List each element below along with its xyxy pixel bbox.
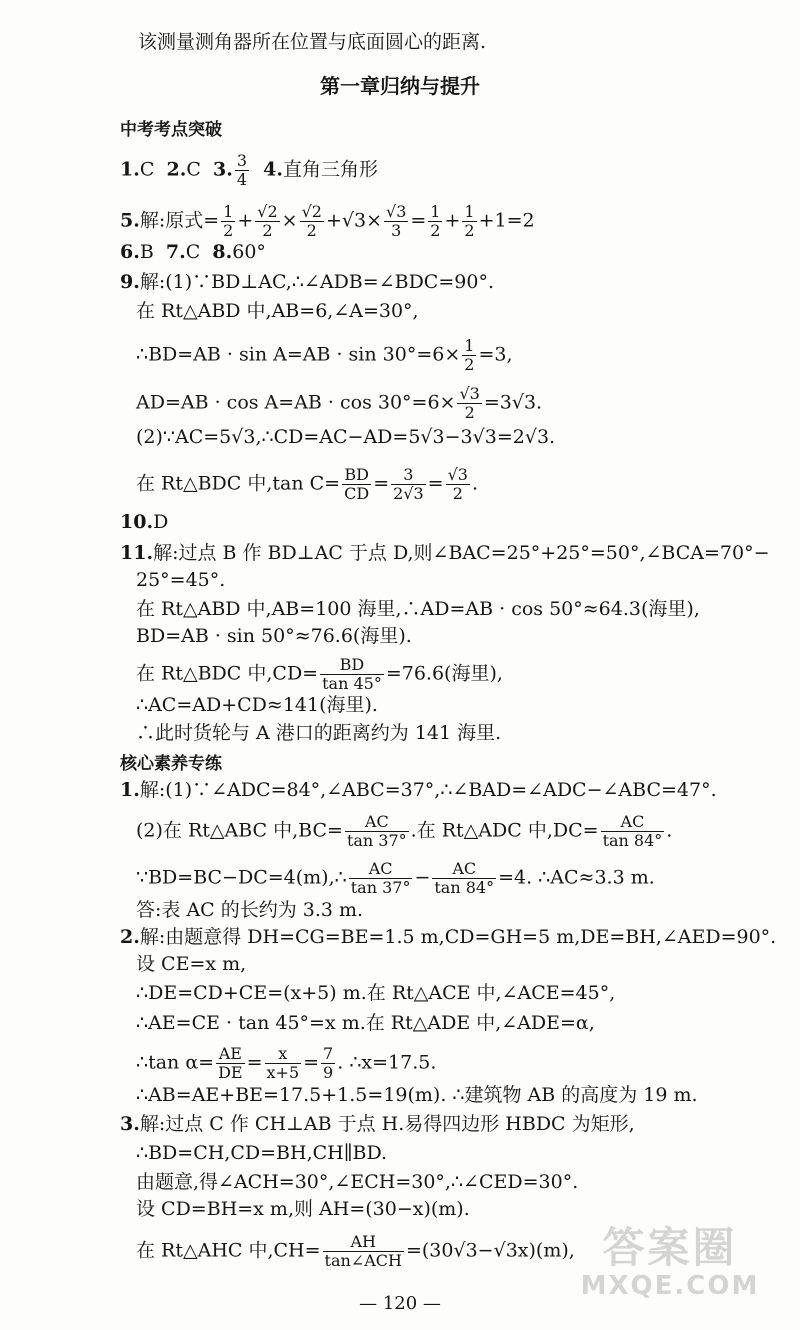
answer-9-line-3: ∴BD=AB · sin A=AB · sin 30°=6× $\frac{1}{2}$ =3,: [136, 336, 513, 374]
fraction: $\frac{3}{4}$: [236, 151, 247, 189]
answer-line-6-8: 6.B 7.C 8.60°: [120, 241, 266, 263]
core-3-line-3: 由题意,得∠ACH=30°,∠ECH=30°,∴∠CED=30°.: [136, 1171, 579, 1193]
answer-line-10: 10.D: [120, 511, 169, 533]
fraction: $\frac{x}{x+5}$: [266, 1044, 300, 1082]
page-number: — 120 —: [359, 1293, 441, 1314]
core-2-line-1: 2.解:由题意得 DH=CG=BE=1.5 m,CD=GH=5 m,DE=BH,∠AED=90°.: [120, 926, 777, 948]
answer-11-line-3: 在 Rt△ABD 中,AB=100 海里,∴AD=AB · cos 50°≈64.3(海里),: [136, 598, 700, 620]
answer-9-line-4: AD=AB · cos A=AB · cos 30°=6× $\frac{√3}{2}$ =3√3.: [136, 384, 543, 422]
fraction: $\frac{√3}{2}$: [447, 465, 468, 503]
fraction: $\frac{AC}{\tan 37^\circ}$: [350, 859, 411, 897]
answer-line-5: 5.解:原式= $\frac{1}{2}$ + $\frac{√2}{2}$ × $\frac{√2}{2}$ +√3× $\frac{√3}{3}$ = $\frac{1}{2}$ + $\frac{1}{2}$ +1=2: [120, 202, 535, 240]
fraction: $\frac{AC}{\tan 37^\circ}$: [346, 812, 407, 850]
answer-9-line-6: 在 Rt△BDC 中,tan C= $\frac{BD}{CD}$ = $\frac{3}{2√3}$ = $\frac{√3}{2}$ .: [136, 465, 479, 503]
fraction: $\frac{3}{2√3}$: [393, 465, 424, 503]
fraction: $\frac{√3}{3}$: [386, 202, 407, 240]
fraction: $\frac{AE}{DE}$: [218, 1044, 243, 1082]
watermark-logo: [570, 1215, 770, 1310]
core-3-line-1: 3.解:过点 C 作 CH⊥AB 于点 H.易得四边形 HBDC 为矩形,: [120, 1113, 635, 1135]
fraction: $\frac{AH}{\text{tan∠ACH}}$: [324, 1232, 402, 1270]
intro-line: 该测量测角器所在位置与底面圆心的距离.: [138, 31, 487, 53]
core-3-line-2: ∴BD=CH,CD=BH,CH∥BD.: [136, 1142, 388, 1164]
answer-9-line-1: 9.解:(1)∵BD⊥AC,∴∠ADB=∠BDC=90°.: [120, 271, 494, 293]
fraction: $\frac{1}{2}$: [464, 336, 475, 374]
core-2-line-5: ∴tan α= $\frac{AE}{DE}$ = $\frac{x}{x+5}$ = $\frac{7}{9}$ . ∴x=17.5.: [136, 1044, 437, 1082]
fraction: $\frac{1}{2}$: [223, 202, 234, 240]
answer-11-line-7: ∴此时货轮与 A 港口的距离约为 141 海里.: [136, 722, 502, 744]
core-3-line-4: 设 CD=BH=x m,则 AH=(30−x)(m).: [136, 1198, 470, 1220]
fraction: $\frac{√2}{2}$: [301, 202, 322, 240]
core-3-line-5: 在 Rt△AHC 中,CH= $\frac{AH}{\text{tan∠ACH}}$ =(30√3−√3x)(m),: [136, 1232, 575, 1270]
fraction: $\frac{1}{2}$: [464, 202, 475, 240]
chapter-title: 第一章归纳与提升: [320, 74, 480, 98]
watermark-url: MXQE.COM: [580, 1271, 760, 1301]
fraction: $\frac{BD}{\tan 45^\circ}$: [322, 655, 382, 693]
answer-11-line-4: BD=AB · sin 50°≈76.6(海里).: [136, 625, 412, 647]
core-1-line-4: 答:表 AC 的长约为 3.3 m.: [136, 899, 364, 921]
core-1-line-3: ∵BD=BC−DC=4(m),∴ $\frac{AC}{\tan 37^\circ}$ − $\frac{AC}{\tan 84^\circ}$ =4. ∴AC≈3.3 m.: [136, 859, 655, 897]
answer-9-line-2: 在 Rt△ABD 中,AB=6,∠A=30°,: [136, 300, 419, 322]
fraction: $\frac{√2}{2}$: [257, 202, 278, 240]
core-1-line-2: (2)在 Rt△ABC 中,BC= $\frac{AC}{\tan 37^\circ}$ .在 Rt△ADC 中,DC= $\frac{AC}{\tan 84^\circ}$ .: [136, 812, 673, 850]
watermark-text: 答案圈: [602, 1223, 738, 1272]
fraction: $\frac{AC}{\tan 84^\circ}$: [434, 859, 495, 897]
section-heading-core: 核心素养专练: [120, 754, 222, 774]
fraction: $\frac{√3}{2}$: [459, 384, 480, 422]
answer-9-line-5: (2)∵AC=5√3,∴CD=AC−AD=5√3−3√3=2√3.: [136, 426, 556, 448]
fraction: $\frac{1}{2}$: [430, 202, 441, 240]
answer-11-line-5: 在 Rt△BDC 中,CD= $\frac{BD}{\tan 45^\circ}$ =76.6(海里),: [136, 655, 503, 693]
core-2-line-6: ∴AB=AE+BE=17.5+1.5=19(m). ∴建筑物 AB 的高度为 19 m.: [136, 1084, 698, 1106]
core-2-line-4: ∴AE=CE · tan 45°=x m.在 Rt△ADE 中,∠ADE=α,: [136, 1012, 595, 1034]
answer-11-line-2: 25°=45°.: [136, 569, 226, 591]
core-2-line-2: 设 CE=x m,: [136, 953, 247, 975]
fraction: $\frac{BD}{CD}$: [344, 465, 370, 503]
core-2-line-3: ∴DE=CD+CE=(x+5) m.在 Rt△ACE 中,∠ACE=45°,: [136, 982, 616, 1004]
section-heading-exam: 中考考点突破: [120, 120, 222, 140]
answer-11-line-1: 11.解:过点 B 作 BD⊥AC 于点 D,则∠BAC=25°+25°=50°,∠BCA=70°−: [120, 542, 770, 564]
fraction: $\frac{7}{9}$: [323, 1044, 334, 1082]
fraction: $\frac{AC}{\tan 84^\circ}$: [602, 812, 663, 850]
core-1-line-1: 1.解:(1)∵∠ADC=84°,∠ABC=37°,∴∠BAD=∠ADC−∠ABC=47°.: [120, 779, 717, 801]
answer-11-line-6: ∴AC=AD+CD≈141(海里).: [136, 694, 378, 716]
answer-line-1-4: 1.C 2.C 3. $\frac{3}{4}$ 4.直角三角形: [120, 151, 378, 189]
